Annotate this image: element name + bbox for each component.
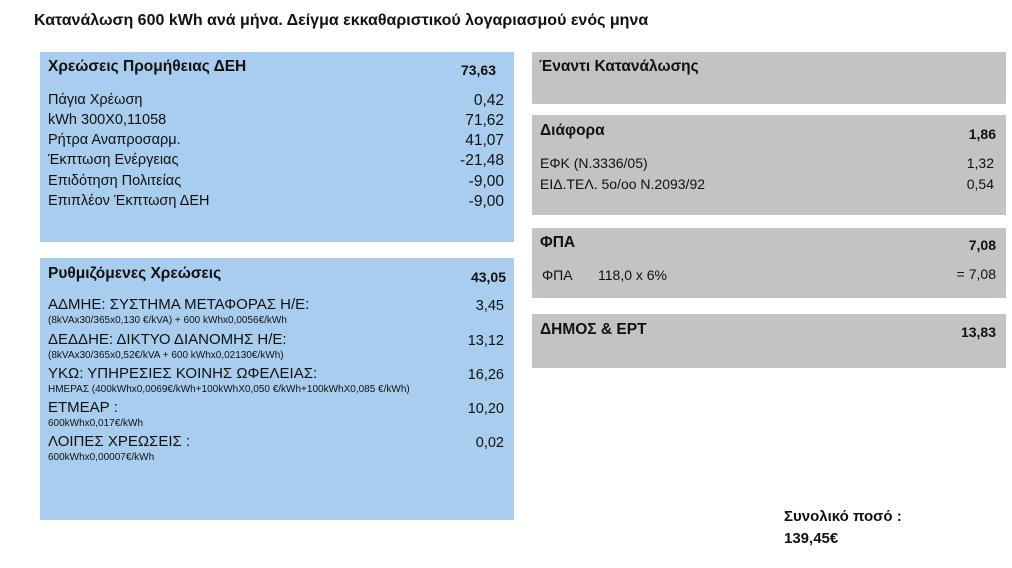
- supply-row-value: 0,42: [473, 92, 504, 109]
- regulated-row-value: 13,12: [467, 333, 504, 349]
- supply-row-label: kWh 300X0,11058: [48, 112, 167, 128]
- supply-row-label: Ρήτρα Αναπροσαρμ.: [48, 132, 181, 148]
- grand-total-value: 139,45€: [784, 530, 839, 547]
- vat-line-calc: 118,0 x 6%: [598, 267, 668, 283]
- regulated-row-value: 3,45: [475, 298, 504, 314]
- regulated-row-value: 0,02: [475, 435, 504, 451]
- supply-row: [48, 132, 504, 152]
- consumption-title: Έναντι Κατανάλωσης: [539, 58, 699, 75]
- regulated-charges-title: Ρυθμιζόμενες Χρεώσεις: [48, 265, 222, 282]
- supply-charges-total: 73,63: [460, 62, 496, 78]
- regulated-row-detail: 600kWhx0,00007€/kWh: [48, 452, 155, 463]
- regulated-charges-panel: [40, 258, 514, 520]
- regulated-row-label: ΥΚΩ: ΥΠΗΡΕΣΙΕΣ ΚΟΙΝΗΣ ΩΦΕΛΕΙΑΣ:: [48, 365, 318, 382]
- supply-row-value: 41,07: [465, 132, 504, 149]
- page-title: Κατανάλωση 600 kWh ανά μήνα. Δείγμα εκκαθαριστικού λογαριασμού ενός μηνα: [34, 12, 649, 29]
- regulated-row-detail: (8kVAx30/365x0,130 €/kVA) + 600 kWhx0,0056€/kWh: [48, 315, 287, 326]
- supply-row-value: 71,62: [465, 112, 504, 129]
- municipal-total: 13,83: [960, 324, 996, 340]
- vat-line-label: ΦΠΑ: [542, 267, 573, 283]
- supply-row-label: Επιδότηση Πολιτείας: [48, 173, 182, 189]
- supply-row-value: -21,48: [460, 152, 504, 169]
- vat-line-value: = 7,08: [956, 266, 996, 282]
- regulated-row: [48, 399, 504, 433]
- misc-charges-total: 1,86: [968, 126, 996, 142]
- misc-charges-title: Διάφορα: [540, 122, 605, 139]
- regulated-row: [48, 433, 504, 467]
- supply-charges-panel: [40, 52, 514, 242]
- regulated-row-label: ΔΕΔΔΗΕ: ΔΙΚΤΥΟ ΔΙΑΝΟΜΗΣ Η/Ε:: [48, 331, 287, 348]
- regulated-row: [48, 365, 504, 399]
- vat-title: ΦΠΑ: [540, 234, 576, 251]
- misc-row-label: ΕΦΚ (Ν.3336/05): [540, 155, 648, 171]
- misc-charges-panel: [532, 115, 1006, 215]
- grand-total-label: Συνολικό ποσό :: [784, 508, 902, 525]
- misc-row-value: 0,54: [966, 176, 994, 192]
- supply-row: [48, 92, 504, 112]
- supply-row-label: Έκπτωση Ενέργειας: [48, 152, 179, 168]
- misc-row-value: 1,32: [966, 155, 994, 171]
- regulated-row-detail: (8kVAx30/365x0,52€/kVA + 600 kWhx0,02130€/kWh): [48, 350, 284, 361]
- vat-total: 7,08: [968, 237, 996, 253]
- vat-panel: [532, 228, 1006, 298]
- supply-row: [48, 112, 504, 132]
- consumption-panel: [532, 52, 1006, 104]
- supply-row: [48, 152, 504, 172]
- regulated-row-value: 16,26: [467, 367, 504, 383]
- regulated-row-detail: 600kWhx0,017€/kWh: [48, 418, 144, 429]
- supply-row: [48, 173, 504, 193]
- regulated-row: [48, 296, 504, 330]
- regulated-row-label: ΕΤΜΕΑΡ :: [48, 399, 118, 416]
- supply-row-label: Επιπλέον Έκπτωση ΔΕΗ: [48, 193, 210, 209]
- regulated-row: [48, 331, 504, 365]
- supply-charges-title: Χρεώσεις Προμήθειας ΔΕΗ: [48, 58, 247, 75]
- regulated-row-label: ΑΔΜΗΕ: ΣΥΣΤΗΜΑ ΜΕΤΑΦΟΡΑΣ Η/Ε:: [48, 296, 310, 313]
- misc-row: [540, 155, 994, 175]
- misc-row-label: ΕΙΔ.ΤΕΛ. 5ο/οο Ν.2093/92: [540, 176, 706, 192]
- regulated-charges-total: 43,05: [470, 269, 506, 285]
- municipal-panel: [532, 314, 1006, 368]
- supply-row-value: -9,00: [468, 193, 504, 210]
- supply-row-value: -9,00: [468, 173, 504, 190]
- supply-row-label: Πάγια Χρέωση: [48, 92, 143, 108]
- municipal-title: ΔΗΜΟΣ & ΕΡΤ: [540, 321, 647, 338]
- regulated-row-detail: ΗΜΕΡΑΣ (400kWhx0,0069€/kWh+100kWhX0,050 €/kWh+100kWhX0,085 €/kWh): [48, 384, 410, 395]
- regulated-row-value: 10,20: [467, 401, 504, 417]
- regulated-row-label: ΛΟΙΠΕΣ ΧΡΕΩΣΕΙΣ :: [48, 433, 191, 450]
- misc-row: [540, 176, 994, 196]
- supply-row: [48, 193, 504, 213]
